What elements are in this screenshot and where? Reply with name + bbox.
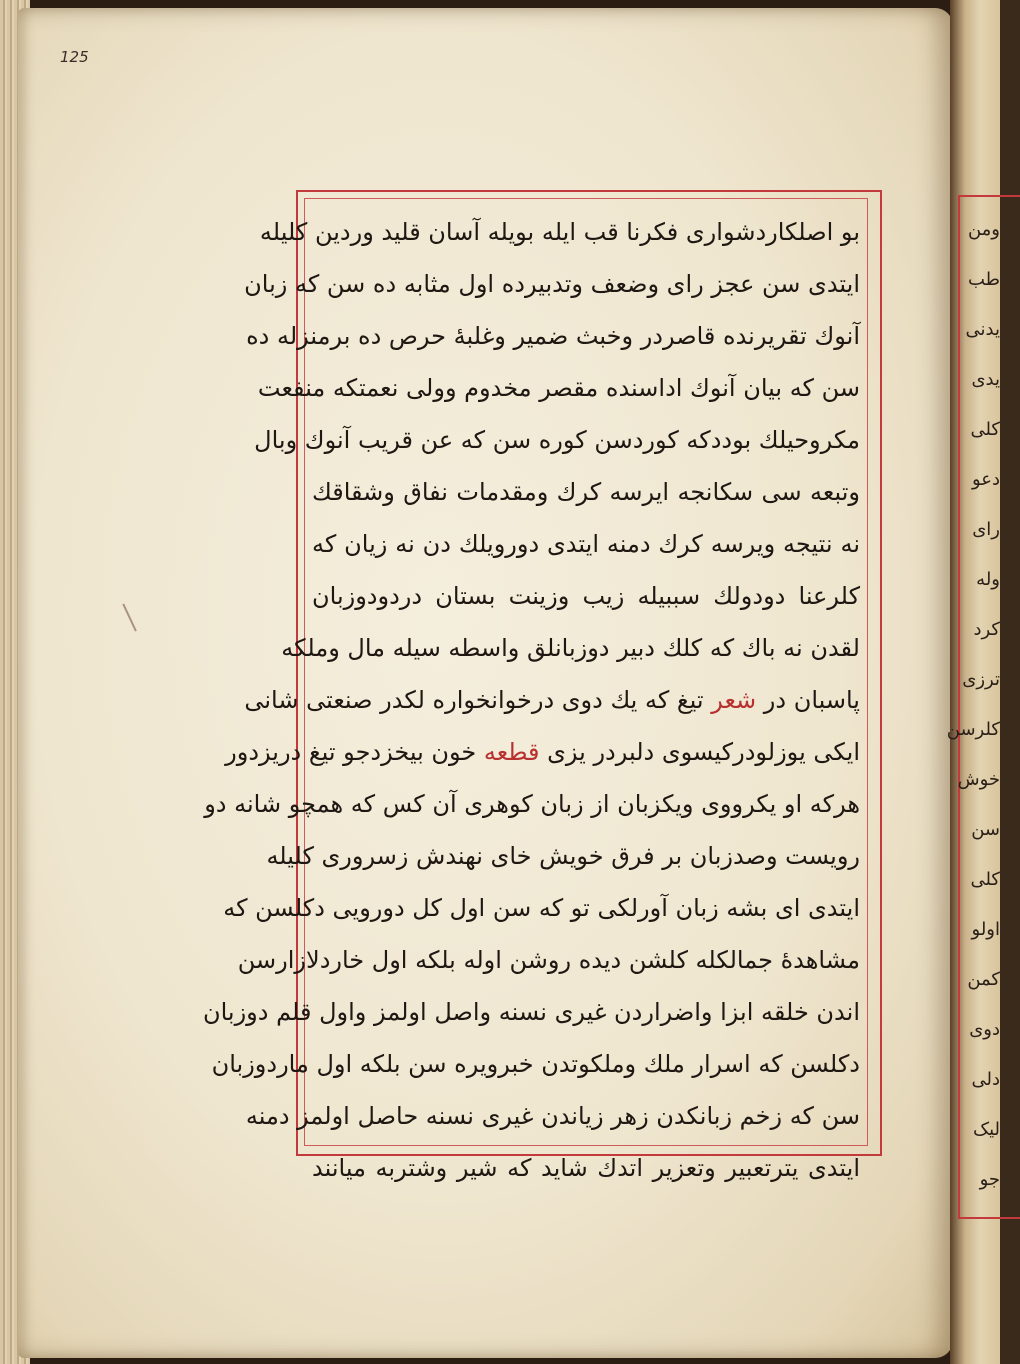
next-page-text	[946, 205, 1000, 1205]
next-page-fragment: ومن	[967, 219, 1000, 240]
next-page-fragment: دعو	[971, 469, 1000, 490]
manuscript-line: هرکه او یکرووی ویکزبان از زبان کوهری آن کس که همچو شانه دو	[204, 790, 860, 818]
next-page-fragment: یدنی	[965, 319, 1000, 340]
manuscript-line: دکلسن که اسرار ملك وملکوتدن خبرویره سن بلکه اول ماردوزبان	[211, 1050, 860, 1078]
next-page-fragment: اولو	[971, 919, 1000, 940]
next-page-fragment: دوی	[969, 1019, 1000, 1040]
next-page-fragment: سن	[971, 819, 1000, 840]
manuscript-line: ایتدی یترتعبیر وتعزیر اتدك شاید که شیر وشتربه میانند	[312, 1154, 860, 1182]
next-page-fragment: کمن	[967, 969, 1000, 990]
manuscript-line: اندن خلقه ابزا واضراردن غیری نسنه واصل اولمز واول قلم دوزبان	[202, 998, 860, 1026]
manuscript-line: سن که بیان آنوك اداسنده مقصر مخدوم وولی نعمتکه منفعت	[257, 374, 860, 402]
next-page-fragment: وله	[976, 569, 1000, 590]
manuscript-line: مکروحیلك بوددکه کوردسن کوره سن که عن قریب آنوك وبال	[254, 426, 860, 454]
manuscript-line: نه نتیجه ویرسه کرك دمنه ایتدی دورویلك دن نه زیان که	[312, 530, 860, 558]
next-page-fragment: لیک	[972, 1119, 1000, 1140]
next-page-fragment: کلی	[970, 419, 1000, 440]
next-page-fragment: کلرسن	[946, 719, 1000, 740]
next-page-fragment: یدی	[971, 369, 1000, 390]
folio-number: 125	[60, 48, 89, 66]
manuscript-line: ایتدی سن عجز رای وضعف وتدبیرده اول مثابه ده سن که زبان	[244, 270, 860, 298]
rubric-word: شعر	[711, 686, 757, 714]
rubric-word: قطعه	[483, 738, 540, 766]
next-page-fragment: کرد	[973, 619, 1000, 640]
next-page-fragment: کلی	[970, 869, 1000, 890]
next-page-fragment: خوش	[957, 769, 1000, 790]
manuscript-line: رویست وصدزبان بر فرق خویش خای نهندش زسروری کلیله	[266, 842, 860, 870]
next-page-fragment: ترزی	[962, 669, 1000, 690]
manuscript-line: پاسبان در شعر تیغ که یك دوی درخوانخواره لکدر صنعتی شانی	[244, 686, 860, 714]
manuscript-line: وتبعه سی سکانجه ایرسه کرك ومقدمات نفاق وشقاقك	[312, 478, 860, 506]
next-page-fragment: دلی	[971, 1069, 1000, 1090]
manuscript-line: بو اصلکاردشواری فکرنا قب ایله بویله آسان قلید وردین کلیله	[259, 218, 860, 246]
manuscript-line: سن که زخم زبانکدن زهر زیاندن غیری نسنه حاصل اولمز دمنه	[245, 1102, 860, 1130]
manuscript-line: کلرعنا دودولك سببیله زیب وزینت بستان دردودوزبان	[312, 582, 860, 610]
manuscript-line: ایکی یوزلودرکیسوی دلبردر یزی قطعه خون بیخزدجو تیغ دریزدور	[225, 738, 860, 766]
manuscript-line: لقدن نه باك که کلك دبیر دوزبانلق واسطه سیله مال وملکه	[281, 634, 860, 662]
next-page-fragment: جو	[979, 1169, 1000, 1190]
manuscript-line: ایتدی ای بشه زبان آورلکی تو که سن اول کل دورویی دکلسن که	[223, 894, 860, 922]
next-page-fragment: رای	[972, 519, 1000, 540]
manuscript-line: آنوك تقریرنده قاصردر وخبث ضمیر وغلبهٔ حرص ده برمنزله ده	[246, 322, 860, 350]
text-block	[202, 206, 860, 1182]
manuscript-line: مشاهدهٔ جمالکله کلشن دیده روشن اوله بلکه اول خاردلازارسن	[237, 946, 860, 974]
next-page-fragment: طب	[967, 269, 1000, 290]
